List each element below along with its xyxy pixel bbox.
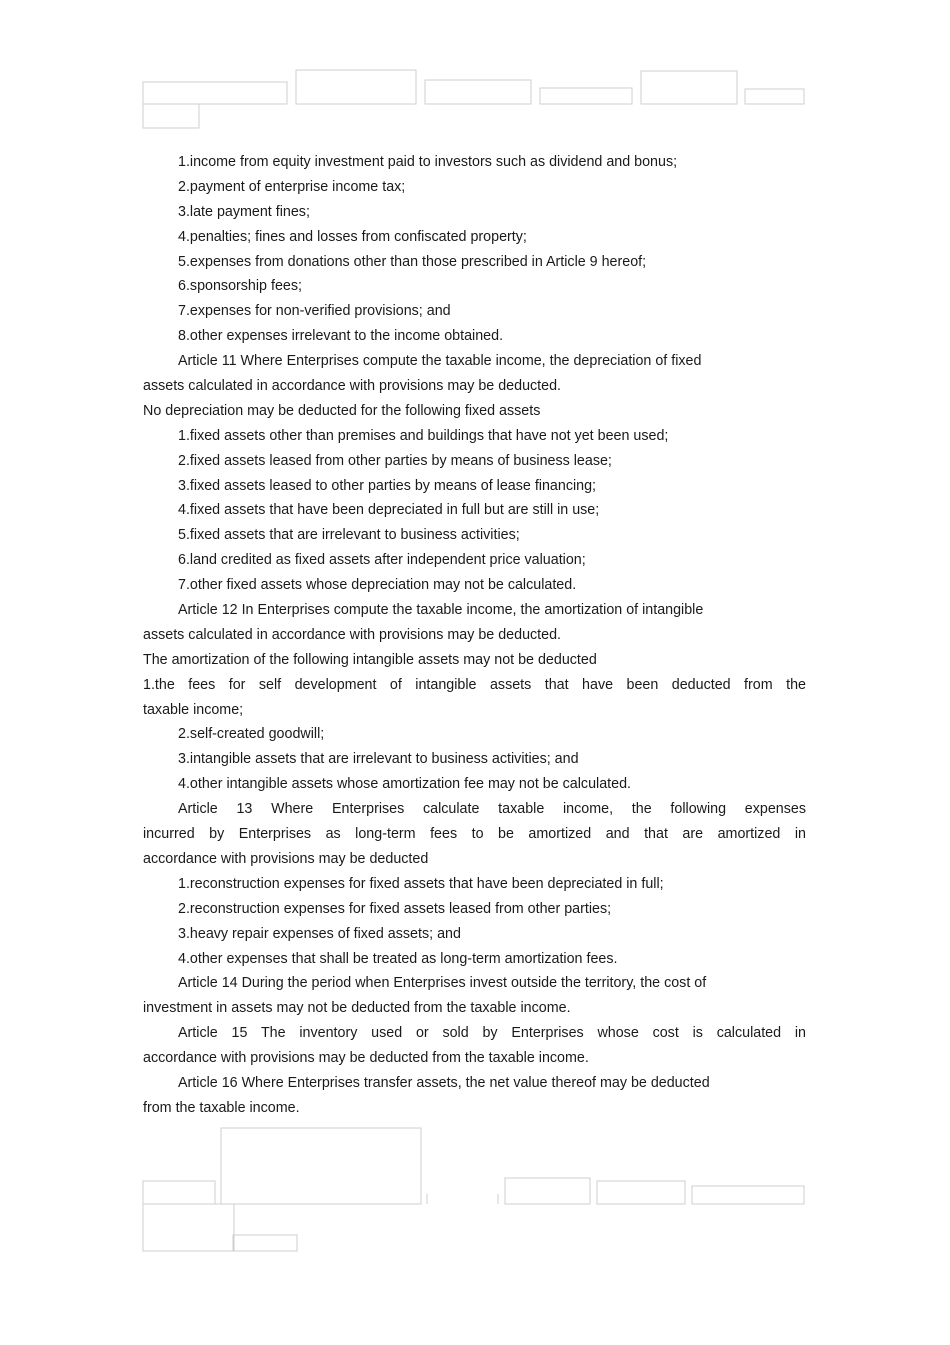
list-item: 1.income from equity investment paid to investors such as dividend and bonus; <box>178 154 678 170</box>
paragraph-line: No depreciation may be deducted for the following fixed assets <box>143 402 541 419</box>
paragraph-line: accordance with provisions may be deducted from the taxable income. <box>143 1050 589 1067</box>
list-item: 6.land credited as fixed assets after independent price valuation; <box>178 552 586 569</box>
list-item: 5.fixed assets that are irrelevant to business activities; <box>178 527 520 544</box>
list-item: 3.heavy repair expenses of fixed assets; and <box>178 925 461 942</box>
list-item: 2.payment of enterprise income tax; <box>178 178 406 195</box>
list-item: 4.other expenses that shall be treated as long-term amortization fees. <box>178 950 618 967</box>
list-item: 7.expenses for non-verified provisions; and <box>178 303 451 320</box>
list-item: 1.fixed assets other than premises and buildings that have not yet been used; <box>178 427 669 444</box>
article-16-heading: Article 16 Where Enterprises transfer assets, the net value thereof may be deducted <box>178 1074 710 1091</box>
list-item: 8.other expenses irrelevant to the income obtained. <box>178 328 504 345</box>
list-item: 7.other fixed assets whose depreciation may not be calculated. <box>178 577 577 594</box>
list-item: 1.reconstruction expenses for fixed assets that have been depreciated in full; <box>178 875 664 892</box>
paragraph-line: accordance with provisions may be deducted <box>143 850 429 867</box>
list-item: 2.reconstruction expenses for fixed assets leased from other parties; <box>178 900 612 917</box>
paragraph-line: The amortization of the following intangible assets may not be deducted <box>143 651 597 668</box>
paragraph-line: assets calculated in accordance with provisions may be deducted. <box>143 626 562 643</box>
list-item: 2.self-created goodwill; <box>178 726 325 743</box>
paragraph-line: incurred by Enterprises as long-term fees to be amortized and that are amortized in <box>143 826 806 843</box>
list-item: 4.penalties; fines and losses from confiscated property; <box>178 228 527 245</box>
article-15-heading: Article 15 The inventory used or sold by Enterprises whose cost is calculated in <box>178 1025 806 1042</box>
article-12-heading: Article 12 In Enterprises compute the taxable income, the amortization of intangible <box>178 602 704 619</box>
paragraph-line: assets calculated in accordance with provisions may be deducted. <box>143 378 562 395</box>
list-item: 5.expenses from donations other than those prescribed in Article 9 hereof; <box>178 253 647 270</box>
list-item: 2.fixed assets leased from other parties by means of business lease; <box>178 452 612 469</box>
paragraph-line: from the taxable income. <box>143 1099 300 1116</box>
list-item: 1.the fees for self development of intangible assets that have been deducted from the <box>143 676 806 693</box>
list-item: 6.sponsorship fees; <box>178 278 302 295</box>
list-item: 4.fixed assets that have been depreciated in full but are still in use; <box>178 502 600 519</box>
list-item: 4.other intangible assets whose amortization fee may not be calculated. <box>178 776 631 793</box>
article-11-heading: Article 11 Where Enterprises compute the taxable income, the depreciation of fixed <box>178 353 702 370</box>
article-13-heading: Article 13 Where Enterprises calculate taxable income, the following expenses <box>178 801 806 818</box>
article-14-heading: Article 14 During the period when Enterprises invest outside the territory, the cost of <box>178 975 707 992</box>
paragraph-line: taxable income; <box>143 701 244 718</box>
document-body <box>143 150 806 1121</box>
list-item: 3.intangible assets that are irrelevant to business activities; and <box>178 751 579 768</box>
paragraph-line: investment in assets may not be deducted from the taxable income. <box>143 1000 571 1017</box>
list-item: 3.late payment fines; <box>178 203 310 220</box>
list-item: 3.fixed assets leased to other parties by means of lease financing; <box>178 477 597 494</box>
